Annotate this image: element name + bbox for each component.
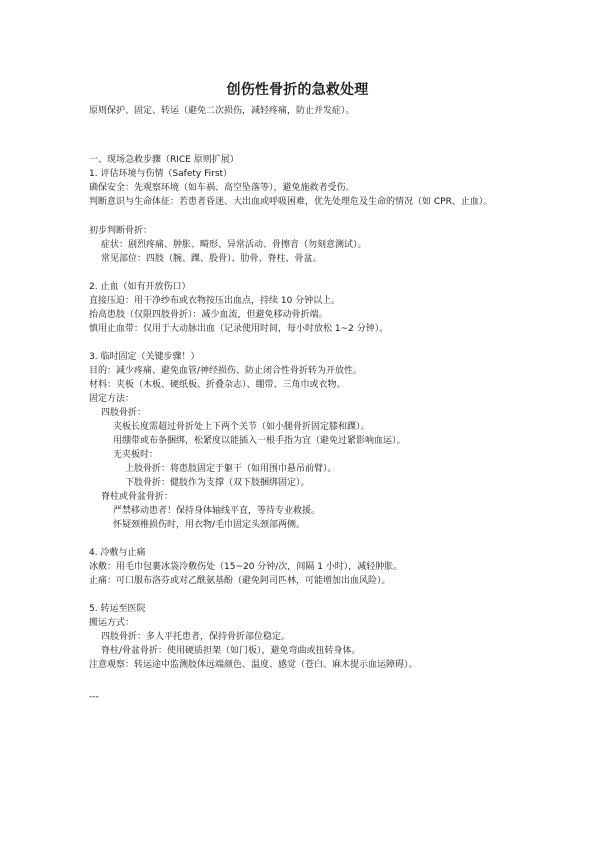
list-item: 四肢骨折： (101, 408, 147, 418)
step-4-heading: 4. 冷敷与止痛 (89, 548, 146, 558)
list-item: 夹板长度需超过骨折处上下两个关节（如小腿骨折固定膝和踝）。 (113, 422, 370, 432)
document-title: 创伤性骨折的急救处理 (226, 82, 369, 98)
paragraph: 目的：减少疼痛、避免血管/神经损伤、防止闭合性骨折转为开放性。 (89, 366, 363, 376)
paragraph: 材料：夹板（木板、硬纸板、折叠杂志）、绷带、三角巾或衣物。 (89, 380, 346, 390)
list-item: 严禁移动患者！保持身体轴线平直，等待专业救援。 (113, 506, 321, 516)
end-separator: --- (89, 692, 99, 702)
paragraph: 冰敷：用毛巾包裹冰袋冷敷伤处（15~20 分钟/次，间隔 1 小时），减轻肿胀。 (89, 562, 403, 572)
list-item: 脊柱/骨盆骨折：使用硬质担架（如门板），避免弯曲或扭转身体。 (101, 646, 361, 656)
paragraph: 初步判断骨折： (89, 226, 153, 236)
paragraph: 慎用止血带：仅用于大动脉出血（记录使用时间，每小时放松 1~2 分钟）。 (89, 324, 389, 334)
list-item: 常见部位：四肢（腕、踝、股骨）、肋骨、脊柱、骨盆。 (101, 254, 322, 264)
list-item: 上肢骨折：将患肢固定于躯干（如用围巾悬吊前臂）。 (125, 464, 337, 474)
list-item: 下肢骨折：健肢作为支撑（双下肢捆绑固定）。 (125, 478, 310, 488)
step-1-heading: 1. 评估环境与伤情（Safety First） (89, 169, 233, 179)
list-item: 无夹板时： (113, 450, 159, 460)
list-item: 怀疑颈椎损伤时，用衣物/毛巾固定头颈部两侧。 (113, 520, 306, 530)
list-item: 用绷带或布条捆绑，松紧度以能插入一根手指为宜（避免过紧影响血运）。 (113, 436, 406, 446)
paragraph: 确保安全：先观察环境（如车祸、高空坠落等），避免施救者受伤。 (89, 183, 355, 193)
step-5-heading: 5. 转运至医院 (89, 604, 146, 614)
step-2-heading: 2. 止血（如有开放伤口） (89, 282, 191, 292)
paragraph: 注意观察：转运途中监测肢体远端颜色、温度、感觉（苍白、麻木提示血运障碍）。 (89, 660, 418, 670)
paragraph: 搬运方式： (89, 618, 135, 628)
list-item: 脊柱或骨盆骨折： (101, 492, 174, 502)
list-item: 四肢骨折：多人平托患者，保持骨折部位稳定。 (101, 632, 291, 642)
paragraph: 抬高患肢（仅限四肢骨折）：减少血流，但避免移动骨折端。 (89, 310, 328, 320)
paragraph: 固定方法： (89, 394, 135, 404)
step-3-heading: 3. 临时固定（关键步骤！） (89, 352, 200, 362)
section-1-heading: 一、现场急救步骤（RICE 原则扩展） (89, 155, 239, 165)
paragraph: 判断意识与生命体征：若患者昏迷、大出血或呼吸困难，优先处理危及生命的情况（如 CPR、止血）。 (89, 197, 493, 207)
intro-text: 原则保护、固定、转运（避免二次损伤，减轻疼痛，防止并发症）。 (89, 106, 355, 116)
paragraph: 直接压迫：用干净纱布或衣物按压出血点，持续 10 分钟以上。 (89, 296, 341, 306)
list-item: 症状：剧烈疼痛、肿胀、畸形、异常活动、骨擦音（勿刻意测试）。 (101, 240, 367, 250)
paragraph: 止痛：可口服布洛芬或对乙酰氨基酚（避免阿司匹林，可能增加出血风险）。 (89, 576, 391, 586)
